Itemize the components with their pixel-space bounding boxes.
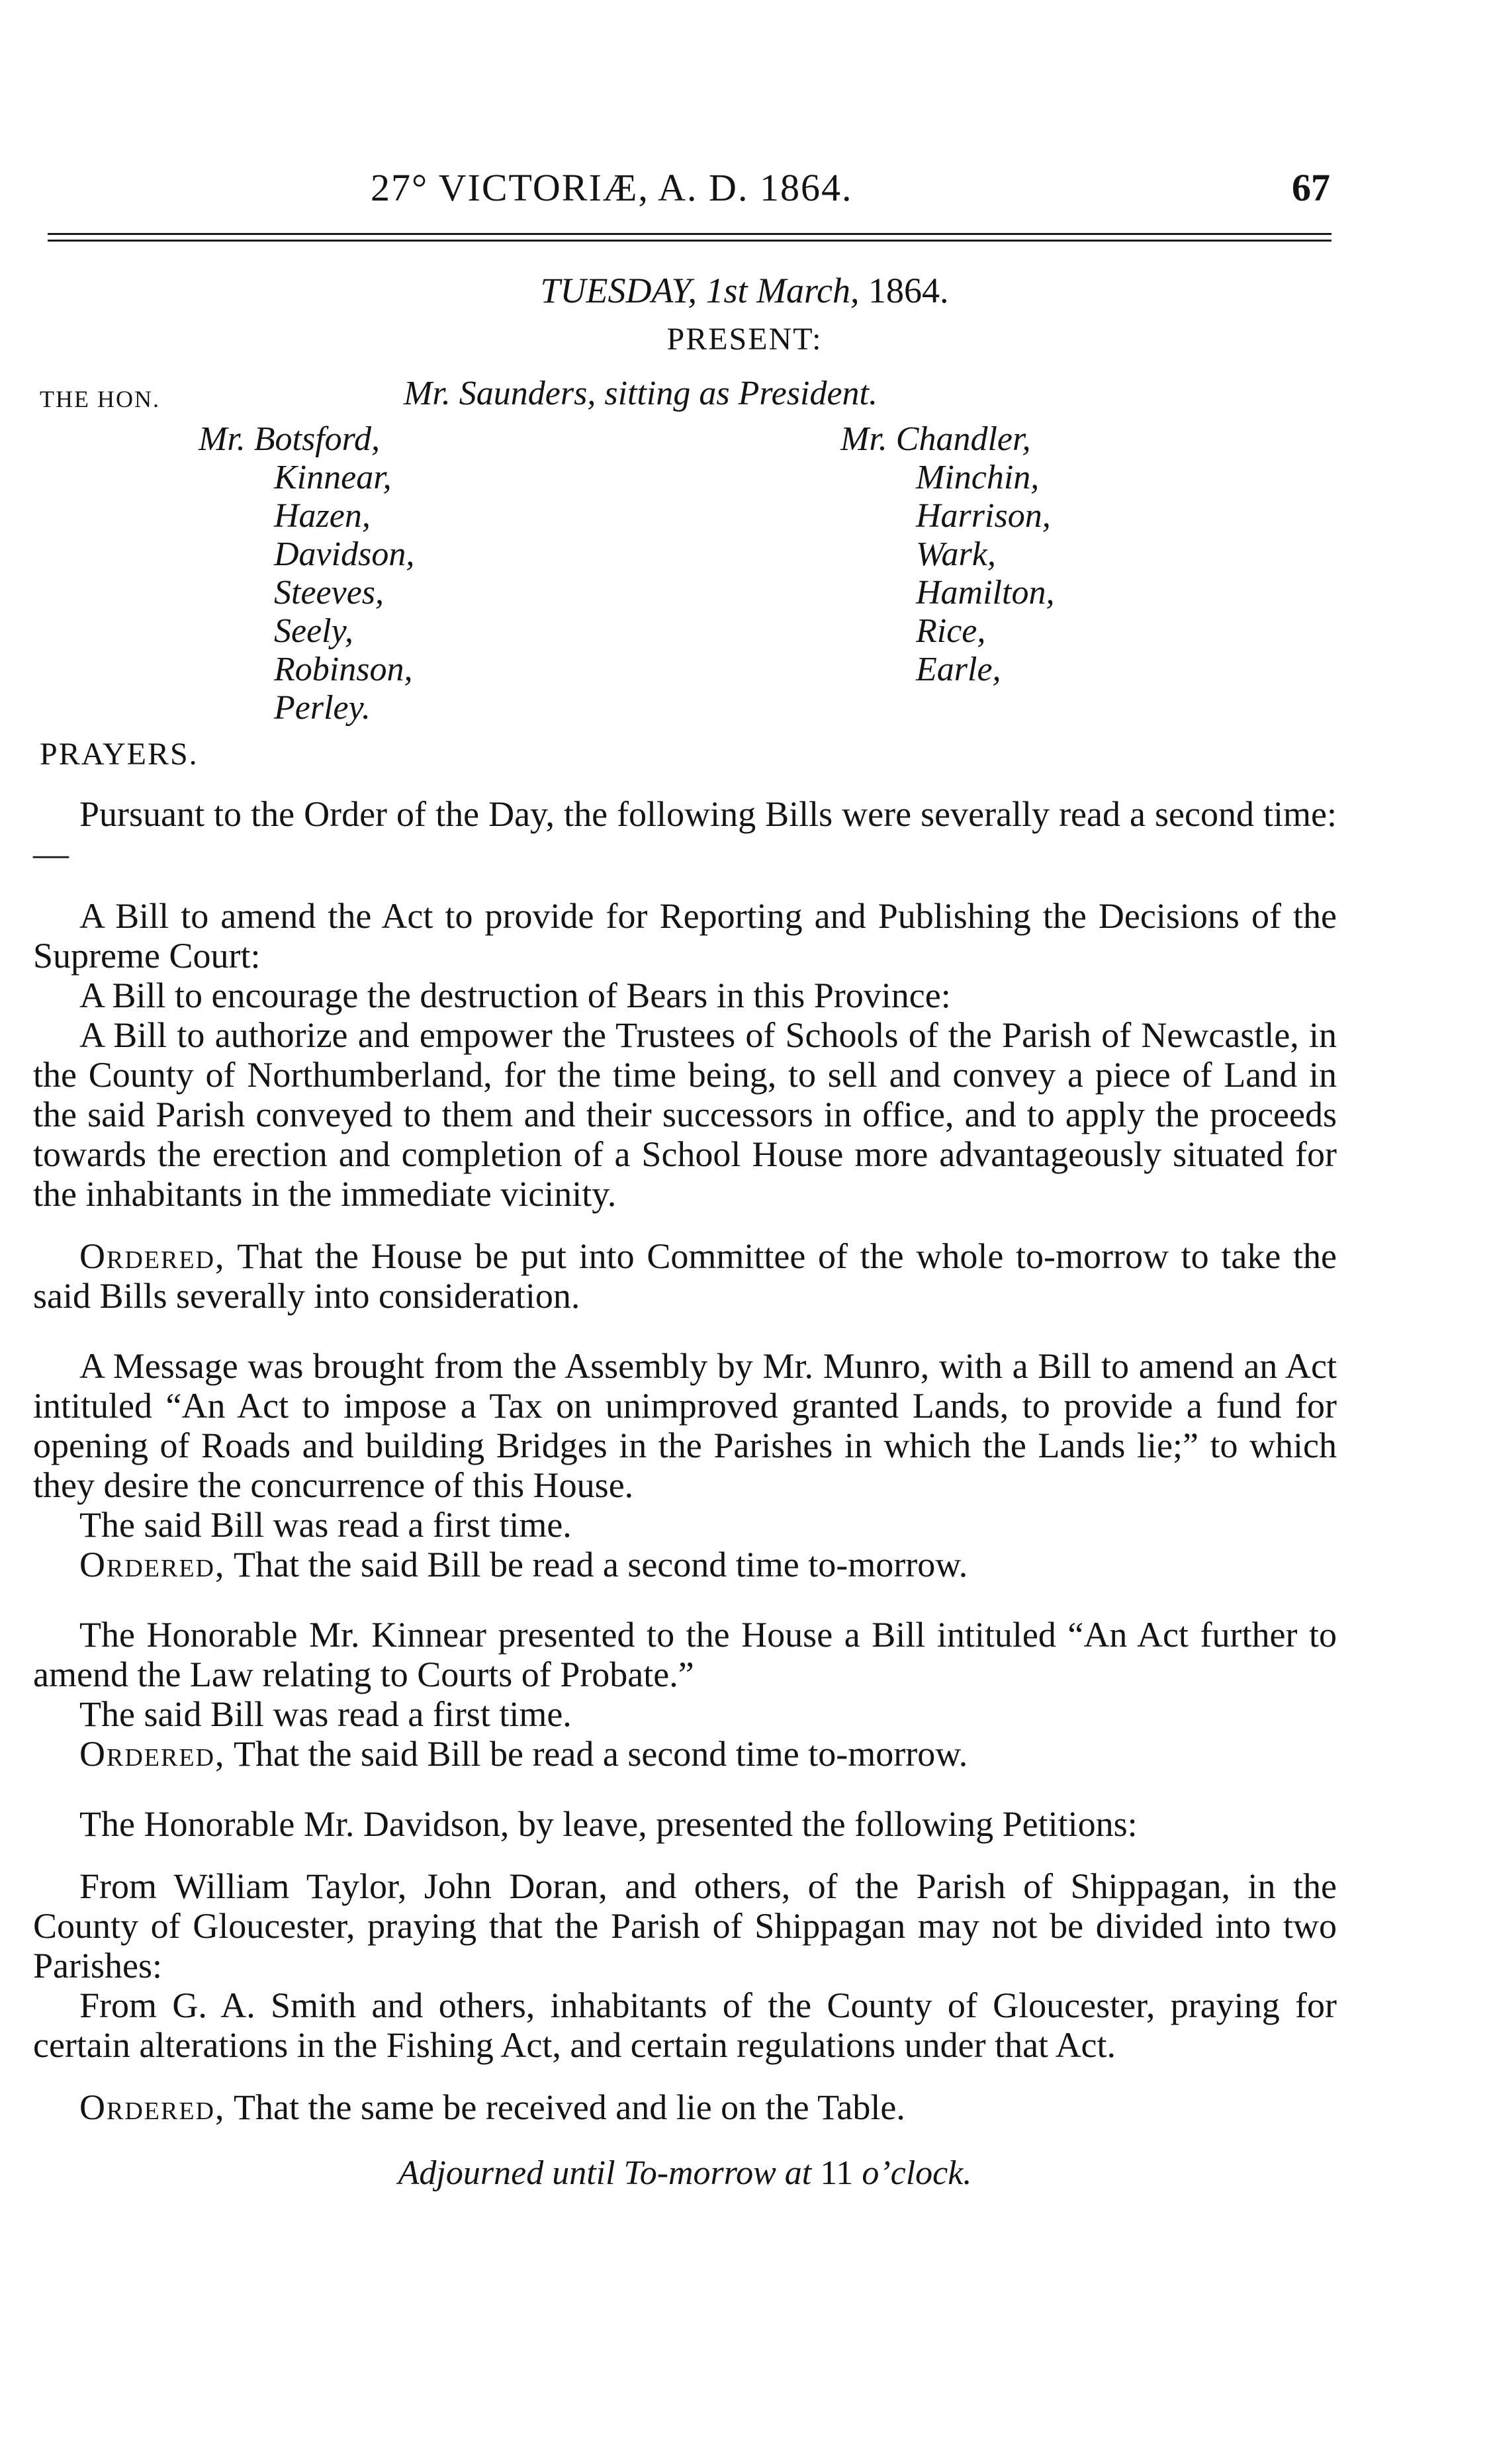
bill-reporting-paragraph: A Bill to amend the Act to provide for Reporting and Publishing the Decisions of the Supreme Court: [33, 896, 1337, 976]
ordered-table-text: That the same be received and lie on the Table. [234, 2087, 905, 2127]
member-name: Wark, [916, 535, 996, 573]
adjournment-line [33, 2154, 1337, 2193]
member-name: Kinnear, [274, 459, 392, 496]
member-name: Davidson, [274, 535, 415, 573]
header-rule-top [48, 233, 1331, 235]
ordered-label: Ordered, [79, 2087, 226, 2127]
session-date-part: 1st March, [705, 271, 860, 310]
member-name: Minchin, [916, 459, 1040, 496]
petition-smith-paragraph: From G. A. Smith and others, inhabitants of the County of Gloucester, praying for certain alterations in the Fishing Act, and certain regulations under that Act. [33, 1985, 1337, 2065]
member-name: Hazen, [274, 497, 371, 535]
member-name: Steeves, [274, 574, 384, 612]
second-reading-intro: Pursuant to the Order of the Day, the following Bills were severally read a second time:— [33, 794, 1337, 874]
ordered-label: Ordered, [79, 1734, 226, 1774]
ordered-committee-text: That the House be put into Committee of the whole to-morrow to take the said Bills severally into consideration. [33, 1236, 1337, 1316]
page-number: 67 [1292, 166, 1330, 209]
kinnear-bill-paragraph: The Honorable Mr. Kinnear presented to the House a Bill intituled “An Act further to amend the Law relating to Courts of Probate.” [33, 1615, 1337, 1694]
member-name: Mr. Botsford, [199, 420, 380, 458]
ordered-second-text: That the said Bill be read a second time to-morrow. [234, 1545, 968, 1584]
ordered-label: Ordered, [79, 1236, 226, 1276]
session-day: TUESDAY, [540, 271, 698, 310]
bill-bears-paragraph: A Bill to encourage the destruction of Bears in this Province: [79, 976, 951, 1015]
member-name: Rice, [916, 612, 986, 650]
prayers-heading: PRAYERS. [40, 737, 199, 772]
ordered-second-reading-paragraph [33, 1545, 1337, 1584]
proceedings-body [33, 735, 1337, 2193]
ordered-table-paragraph [33, 2087, 1337, 2127]
adjourn-hour: 11 [820, 2154, 854, 2192]
ordered-second-reading-paragraph [33, 1734, 1337, 1774]
members-left-column [199, 420, 414, 727]
message-assembly-paragraph: A Message was brought from the Assembly by Mr. Munro, with a Bill to amend an Act intituled “An Act to impose a Tax on unimproved granted Lands, to provide a fund for opening of Roads and building Bridges in the Parishes in which the Lands lie;” to which they desire the concurrence of this House. [33, 1346, 1337, 1505]
member-name: Earle, [916, 651, 1001, 688]
petition-taylor-paragraph: From William Taylor, John Doran, and others, of the Parish of Shippagan, in the County of Gloucester, praying that the Parish of Shippagan may not be divided into two Parishes: [33, 1866, 1337, 1985]
present-label: PRESENT: [666, 322, 823, 357]
first-reading-paragraph: The said Bill was read a first time. [79, 1505, 572, 1545]
ordered-label: Ordered, [79, 1545, 226, 1584]
hon-label: THE HON. [40, 386, 160, 412]
ordered-committee-paragraph [33, 1236, 1337, 1316]
member-name: Harrison, [916, 497, 1051, 535]
ordered-second-text: That the said Bill be read a second time to-morrow. [234, 1734, 968, 1774]
bill-newcastle-paragraph: A Bill to authorize and empower the Trustees of Schools of the Parish of Newcastle, in the County of Northumberland, for the time being, to sell and convey a piece of Land in the said Parish conveyed to them and their successors in office, and to apply the proceeds towards the erection and completion of a School House more advantageously situated for the inhabitants in the immediate vicinity. [33, 1015, 1337, 1214]
adjourn-suffix: o’clock. [862, 2154, 972, 2192]
member-name: Seely, [274, 612, 353, 650]
session-year: 1864. [868, 271, 949, 310]
header-rule-bottom [48, 240, 1331, 242]
member-name: Hamilton, [916, 574, 1055, 612]
running-title: 27° VICTORIÆ, A. D. 1864. [371, 166, 853, 209]
president-line: Mr. Saunders, sitting as President. [404, 375, 878, 412]
first-reading-paragraph: The said Bill was read a first time. [79, 1694, 572, 1734]
member-name: Mr. Chandler, [840, 420, 1031, 458]
member-name: Robinson, [274, 651, 413, 688]
davidson-petitions-paragraph: The Honorable Mr. Davidson, by leave, presented the following Petitions: [79, 1804, 1138, 1844]
members-right-column [840, 420, 1054, 689]
session-date [0, 270, 1489, 311]
member-name: Perley. [274, 689, 371, 727]
adjourn-prefix: Adjourned until To-morrow at [398, 2154, 812, 2192]
